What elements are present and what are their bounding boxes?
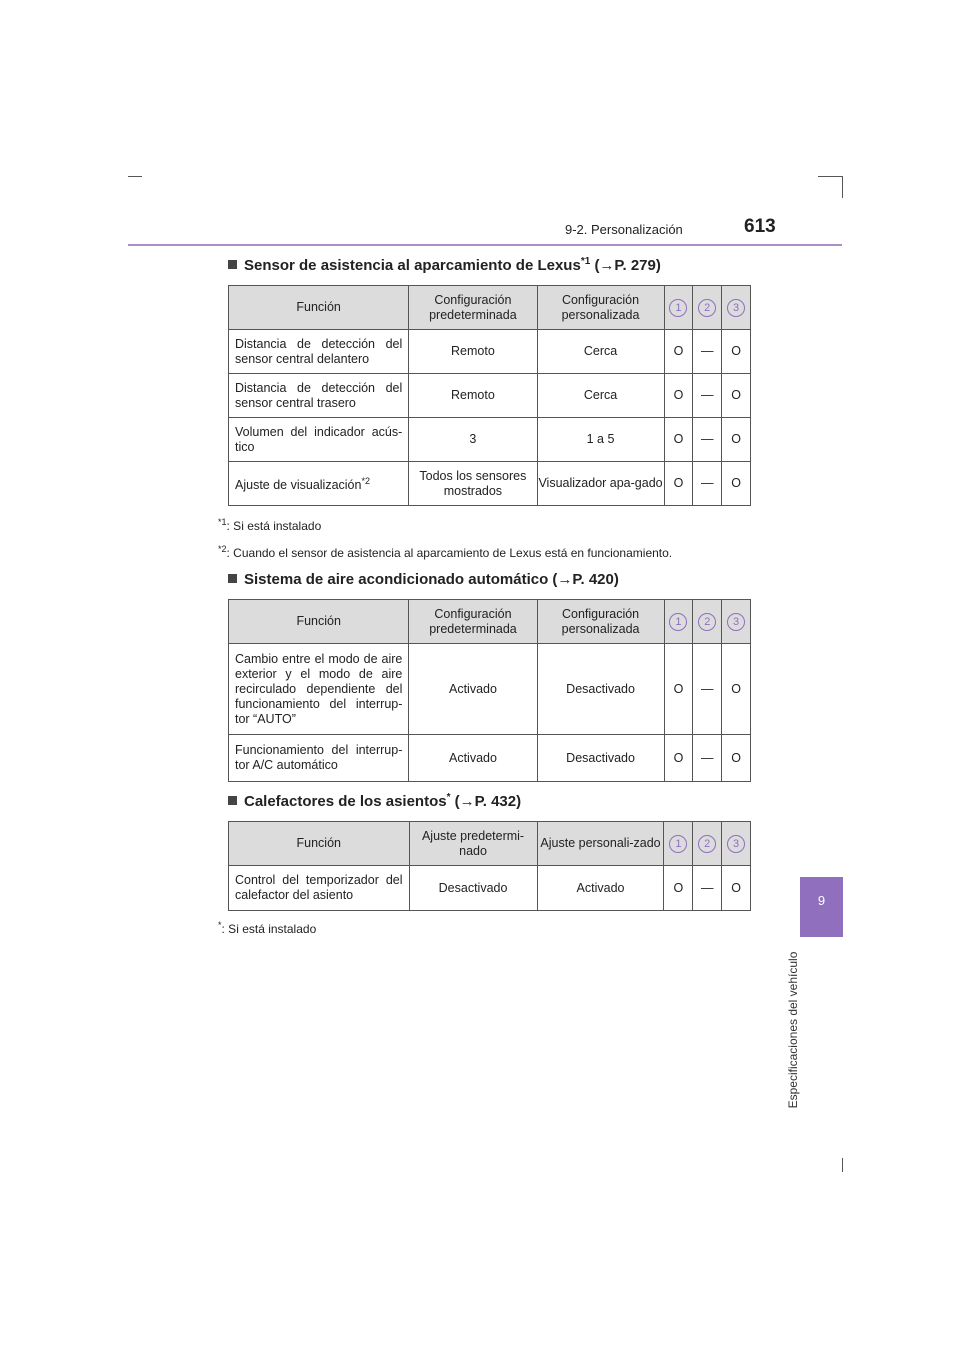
table-row: Volumen del indicador acús-tico 3 1 a 5 O — O [229,418,751,462]
table-row: Distancia de detección del sensor central trasero Remoto Cerca O — O [229,374,751,418]
col-circle-1: 1 [664,286,693,330]
chapter-title: Especificaciones del vehículo [786,951,800,1109]
chapter-number: 9 [817,893,826,908]
square-bullet-icon [228,260,237,269]
col-custom: Configuración personalizada [537,286,664,330]
section-title: 9-2. Personalización [565,222,683,237]
table-seat-heaters [228,821,751,911]
table-row: Distancia de detección del sensor central delantero Remoto Cerca O — O [229,330,751,374]
col-circle-3: 3 [722,286,751,330]
heading-air-conditioning: Sistema de aire acondicionado automático (→P. 420) [228,571,619,588]
table-header-row [229,286,751,330]
table-header-row: Función Configuración predeterminada Configuración personalizada 1 2 3 [229,600,751,644]
square-bullet-icon [228,796,237,805]
crop-mark [842,1158,843,1172]
square-bullet-icon [228,574,237,583]
header-rule [128,244,842,246]
chapter-tab [800,877,843,937]
footnote: *: Si está instalado [218,920,317,936]
table-parking-sensor [228,285,751,506]
table-header-row: Función Ajuste predetermi-nado Ajuste personali-zado 1 2 3 [229,822,751,866]
col-circle-2: 2 [693,286,722,330]
col-funcion: Función [229,286,409,330]
crop-mark [818,176,842,177]
col-default: Configuración predeterminada [409,286,537,330]
page-number: 613 [744,216,776,237]
table-row: Funcionamiento del interrup-tor A/C automático Activado Desactivado O — O [229,735,751,782]
table-row: Control del temporizador del calefactor del asiento Desactivado Activado O — O [229,866,751,911]
table-row: Cambio entre el modo de aire exterior y el modo de aire recirculado dependiente del funcionamiento del interrup-tor “AUTO” Activado Desactivado O — O [229,644,751,735]
chapter-title-vertical [786,945,806,1115]
table-row: Ajuste de visualización$^{*2}$ Todos los sensores mostrados Visualizador apa-gado O — O [229,462,751,506]
footnote: $^{*2}$: Cuando el sensor de asistencia al aparcamiento de Lexus está en funcionamiento. [218,544,673,560]
table-air-conditioning [228,599,751,782]
crop-mark [128,176,142,177]
crop-mark [842,176,843,198]
heading-seat-heaters: Calefactores de los asientos* (→P. 432) [228,792,521,810]
heading-parking-sensor: Sensor de asistencia al aparcamiento de Lexus$^{*1}$ (→P. 279) [228,256,661,274]
footnote: $^{*1}$: Si está instalado [218,517,322,533]
